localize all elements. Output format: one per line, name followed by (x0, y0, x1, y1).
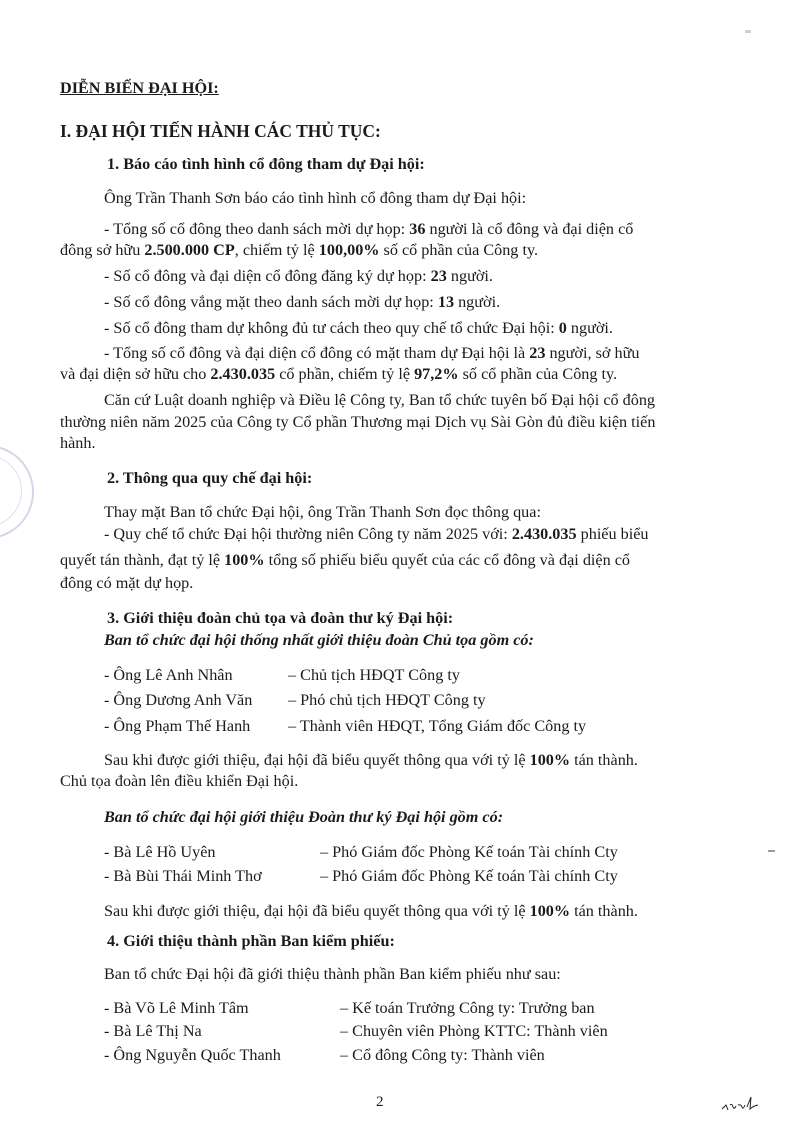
s1-bullet5-line2 (60, 364, 617, 384)
chair-name: - Ông Lê Anh Nhân (104, 666, 233, 684)
text: phiếu biểu (576, 525, 649, 543)
counter-role: – Chuyên viên Phòng KTTC: Thành viên (340, 1022, 608, 1040)
s3-after1-line2: Chủ tọa đoàn lên điều khiển Đại hội. (60, 772, 299, 790)
s3-sub-chair: Ban tổ chức đại hội thống nhất giới thiệu đoàn Chủ tọa gồm có: (104, 631, 534, 649)
text: tán thành. (570, 751, 638, 769)
text: số cổ phần của Công ty. (458, 365, 618, 383)
percent-chair: 100% (529, 751, 571, 769)
stamp-seal-inner-ring (0, 455, 22, 527)
s1-bullet1-line1 (104, 219, 633, 239)
text: đông sở hữu (60, 241, 145, 259)
votes-approve: 2.430.035 (511, 525, 577, 543)
counter-role: – Cổ đông Công ty: Thành viên (340, 1046, 545, 1064)
s2-line2 (60, 550, 630, 570)
s3-title: 3. Giới thiệu đoàn chủ tọa và đoàn thư ký Đại hội: (107, 609, 454, 627)
scan-speck (745, 30, 751, 33)
count-present: 23 (529, 344, 546, 362)
doc-heading: DIỄN BIẾN ĐẠI HỘI: (60, 79, 219, 97)
text: tổng số phiếu biểu quyết của các cổ đông và đại diện cổ (264, 551, 631, 569)
counter-name: - Bà Lê Thị Na (104, 1022, 202, 1040)
s2-intro: Thay mặt Ban tổ chức Đại hội, ông Trần Thanh Sơn đọc thông qua: (104, 503, 541, 521)
text: quyết tán thành, đạt tỷ lệ (60, 551, 225, 569)
s1-title: 1. Báo cáo tình hình cổ đông tham dự Đại hội: (107, 155, 425, 173)
text: , chiếm tỷ lệ (234, 241, 319, 259)
percent-total: 100,00% (318, 241, 380, 259)
percent-approve: 100% (224, 551, 265, 569)
s1-bullet5-line1 (104, 343, 639, 363)
secretary-role: – Phó Giám đốc Phòng Kế toán Tài chính Cty (320, 867, 618, 885)
s1-intro: Ông Trần Thanh Sơn báo cáo tình hình cổ đông tham dự Đại hội: (104, 189, 527, 207)
shares-total: 2.500.000 CP (144, 241, 235, 259)
s2-line3: đông có mặt dự họp. (60, 574, 194, 592)
s1-bullet4 (104, 318, 613, 338)
text: - Số cổ đông tham dự không đủ tư cách theo quy chế tổ chức Đại hội: (104, 319, 559, 337)
s1-para-line2: thường niên năm 2025 của Công ty Cổ phần Thương mại Dịch vụ Sài Gòn đủ điều kiện tiến (60, 413, 656, 431)
count-total: 36 (409, 220, 426, 238)
s3-after1-line1 (104, 750, 638, 770)
text: người. (566, 319, 613, 337)
text: tán thành. (570, 902, 638, 920)
chair-role: – Phó chủ tịch HĐQT Công ty (288, 691, 486, 709)
count-registered: 23 (430, 267, 447, 285)
s2-line1 (104, 524, 649, 544)
text: Sau khi được giới thiệu, đại hội đã biểu quyết thông qua với tỷ lệ (104, 751, 530, 769)
text: người là cổ đông và đại diện cổ (425, 220, 634, 238)
text: - Số cổ đông vắng mặt theo danh sách mời dự họp: (104, 293, 438, 311)
s1-bullet1-line2 (60, 240, 538, 260)
shares-present: 2.430.035 (210, 365, 276, 383)
chair-role: – Chủ tịch HĐQT Công ty (288, 666, 460, 684)
count-invalid: 0 (558, 319, 567, 337)
text: và đại diện sở hữu cho (60, 365, 211, 383)
text: - Tổng số cổ đông theo danh sách mời dự họp: (104, 220, 410, 238)
counter-name: - Bà Võ Lê Minh Tâm (104, 999, 249, 1017)
chair-name: - Ông Phạm Thế Hanh (104, 717, 251, 735)
secretary-role: – Phó Giám đốc Phòng Kế toán Tài chính Cty (320, 843, 618, 861)
percent-present: 97,2% (414, 365, 459, 383)
text: - Tổng số cổ đông và đại diện cổ đông có mặt tham dự Đại hội là (104, 344, 530, 362)
scan-speck (768, 850, 775, 852)
chair-role: – Thành viên HĐQT, Tổng Giám đốc Công ty (288, 717, 587, 735)
s1-bullet3 (104, 292, 500, 312)
text: cổ phần, chiếm tỷ lệ (275, 365, 415, 383)
counter-name: - Ông Nguyễn Quốc Thanh (104, 1046, 281, 1064)
stamp-seal-fragment (0, 445, 34, 539)
s3-sub-secretary: Ban tổ chức đại hội giới thiệu Đoàn thư ký Đại hội gồm có: (104, 808, 504, 826)
handwritten-initials (720, 1093, 760, 1115)
chair-name: - Ông Dương Anh Văn (104, 691, 253, 709)
text: số cổ phần của Công ty. (379, 241, 539, 259)
page-number: 2 (376, 1094, 384, 1110)
s4-title: 4. Giới thiệu thành phần Ban kiểm phiếu: (107, 932, 395, 950)
text: người. (454, 293, 501, 311)
s4-intro: Ban tổ chức Đại hội đã giới thiệu thành phần Ban kiểm phiếu như sau: (104, 965, 561, 983)
secretary-name: - Bà Lê Hồ Uyên (104, 843, 216, 861)
s2-title: 2. Thông qua quy chế đại hội: (107, 469, 313, 487)
percent-secretary: 100% (529, 902, 571, 920)
s1-para-line1: Căn cứ Luật doanh nghiệp và Điều lệ Công ty, Ban tổ chức tuyên bố Đại hội cổ đông (104, 391, 656, 409)
counter-role: – Kế toán Trưởng Công ty: Trưởng ban (340, 999, 595, 1017)
text: - Quy chế tổ chức Đại hội thường niên Công ty năm 2025 với: (104, 525, 512, 543)
text: người. (446, 267, 493, 285)
text: Sau khi được giới thiệu, đại hội đã biểu quyết thông qua với tỷ lệ (104, 902, 530, 920)
s1-para-line3: hành. (60, 434, 96, 452)
secretary-name: - Bà Bùi Thái Minh Thơ (104, 867, 262, 885)
text: người, sở hữu (545, 344, 640, 362)
s1-bullet2 (104, 266, 493, 286)
s3-after2 (104, 901, 638, 921)
section-title: I. ĐẠI HỘI TIẾN HÀNH CÁC THỦ TỤC: (60, 121, 381, 141)
text: - Số cổ đông và đại diện cổ đông đăng ký dự họp: (104, 267, 431, 285)
count-absent: 13 (437, 293, 455, 311)
